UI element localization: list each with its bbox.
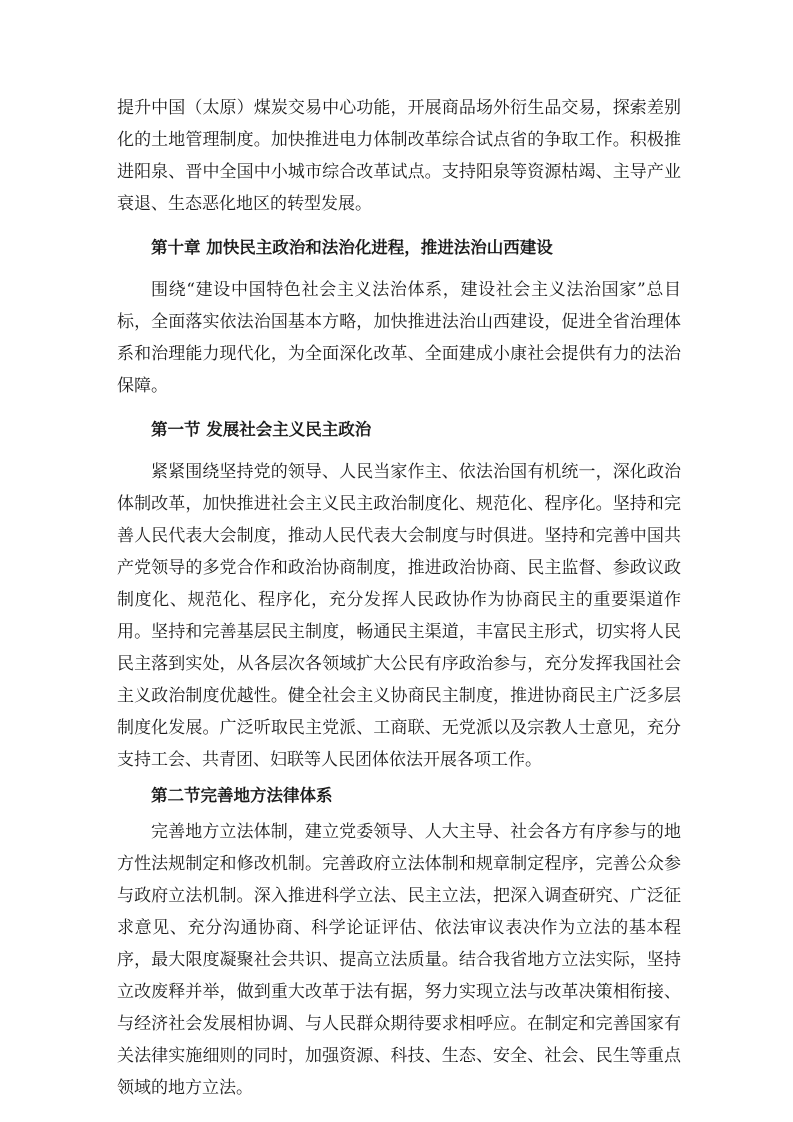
document-page: [117, 92, 681, 1104]
section-heading-1: 第一节 发展社会主义民主政治: [151, 420, 372, 439]
paragraph-section-1: 紧紧围绕坚持党的领导、人民当家作主、依法治国有机统一，深化政治体制改革，加快推进社会主义民主政治制度化、规范化、程序化。坚持和完善人民代表大会制度，推动人民代表大会制度与时俱进。坚持和完善中国共产党领导的多党合作和政治协商制度，推进政治协商、民主监督、参政议政制度化、规范化、程序化，充分发挥人民政协作为协商民主的重要渠道作用。坚持和完善基层民主制度，畅通民主渠道，丰富民主形式，切实将人民民主落到实处，从各层次各领域扩大公民有序政治参与，充分发挥我国社会主义政治制度优越性。健全社会主义协商民主制度，推进协商民主广泛多层制度化发展。广泛听取民主党派、工商联、无党派以及宗教人士意见，充分支持工会、共青团、妇联等人民团体依法开展各项工作。: [117, 462, 681, 770]
chapter-heading: 第十章 加快民主政治和法治化进程，推进法治山西建设: [151, 238, 553, 257]
section-heading-2: 第二节完善地方法律体系: [151, 786, 333, 805]
paragraph-section-2: 完善地方立法体制，建立党委领导、人大主导、社会各方有序参与的地方性法规制定和修改机制。完善政府立法体制和规章制定程序，完善公众参与政府立法机制。深入推进科学立法、民主立法，把深入调查研究、广泛征求意见、充分沟通协商、科学论证评估、依法审议表决作为立法的基本程序，最大限度凝聚社会共识、提高立法质量。结合我省地方立法实际，坚持立改废释并举，做到重大改革于法有据，努力实现立法与改革决策相衔接、与经济社会发展相协调、与人民群众期待要求相呼应。在制定和完善国家有关法律实施细则的同时，加强资源、科技、生态、安全、社会、民生等重点领域的地方立法。: [117, 822, 681, 1098]
paragraph-intro: 提升中国（太原）煤炭交易中心功能，开展商品场外衍生品交易，探索差别化的土地管理制度。加快推进电力体制改革综合试点省的争取工作。积极推进阳泉、晋中全国中小城市综合改革试点。支持阳泉等资源枯竭、主导产业衰退、生态恶化地区的转型发展。: [117, 98, 681, 214]
paragraph-chapter-summary: 围绕“建设中国特色社会主义法治体系，建设社会主义法治国家”总目标，全面落实依法治国基本方略，加快推进法治山西建设，促进全省治理体系和治理能力现代化，为全面深化改革、全面建成小康社会提供有力的法治保障。: [117, 280, 681, 396]
